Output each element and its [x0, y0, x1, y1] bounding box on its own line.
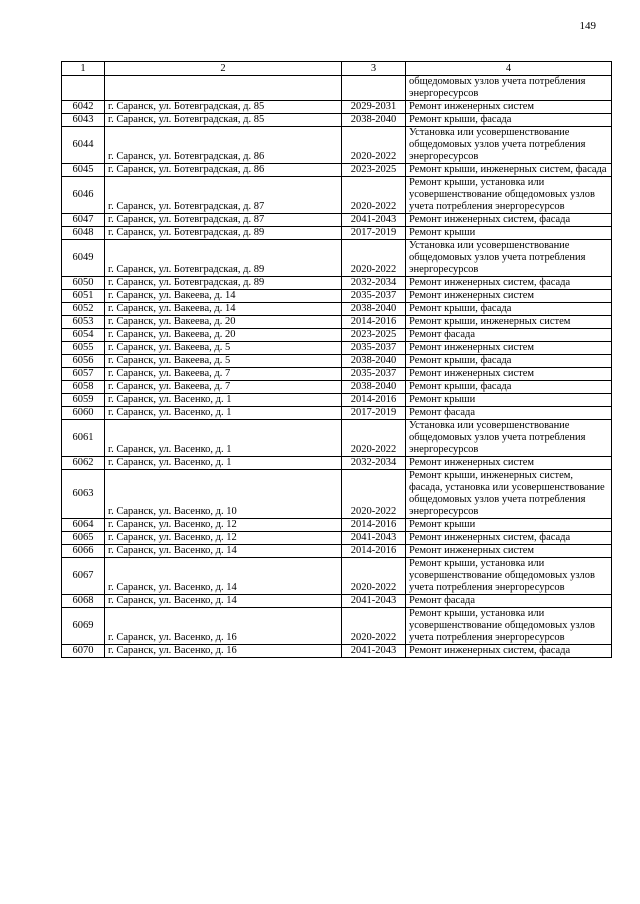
address-cell: г. Саранск, ул. Ботевградская, д. 85 — [105, 101, 342, 114]
table-row — [62, 394, 612, 407]
work-cell: Установка или усовершенствование общедомовых узлов учета потребления энергоресурсов — [406, 127, 612, 164]
work-cell: Ремонт инженерных систем — [406, 342, 612, 355]
number-cell: 6048 — [62, 227, 105, 240]
work-cell: Ремонт крыши — [406, 394, 612, 407]
work-cell: Ремонт фасада — [406, 407, 612, 420]
table-row — [62, 381, 612, 394]
table-row — [62, 457, 612, 470]
work-cell: общедомовых узлов учета потребления энергоресурсов — [406, 76, 612, 101]
table-row — [62, 545, 612, 558]
period-cell: 2023-2025 — [342, 329, 406, 342]
work-cell: Ремонт инженерных систем, фасада — [406, 277, 612, 290]
work-cell: Ремонт инженерных систем, фасада — [406, 214, 612, 227]
address-cell: г. Саранск, ул. Вакеева, д. 7 — [105, 368, 342, 381]
table-row — [62, 608, 612, 645]
number-cell: 6067 — [62, 558, 105, 595]
table-row — [62, 127, 612, 164]
number-cell: 6047 — [62, 214, 105, 227]
address-cell: г. Саранск, ул. Ботевградская, д. 86 — [105, 127, 342, 164]
work-cell: Ремонт крыши, инженерных систем, фасада — [406, 164, 612, 177]
page-number: 149 — [579, 20, 596, 32]
number-cell: 6062 — [62, 457, 105, 470]
table-row — [62, 558, 612, 595]
number-cell: 6070 — [62, 645, 105, 658]
address-cell: г. Саранск, ул. Васенко, д. 16 — [105, 608, 342, 645]
period-cell: 2038-2040 — [342, 381, 406, 394]
number-cell: 6053 — [62, 316, 105, 329]
work-cell: Ремонт крыши, инженерных систем — [406, 316, 612, 329]
column-header: 1 — [62, 62, 105, 76]
document-table — [61, 61, 612, 658]
number-cell: 6044 — [62, 127, 105, 164]
work-cell: Ремонт крыши, установка или усовершенствование общедомовых узлов учета потребления энергоресурсов — [406, 608, 612, 645]
period-cell: 2017-2019 — [342, 227, 406, 240]
table-row — [62, 645, 612, 658]
address-cell: г. Саранск, ул. Ботевградская, д. 86 — [105, 164, 342, 177]
number-cell: 6057 — [62, 368, 105, 381]
table-row — [62, 368, 612, 381]
work-cell: Установка или усовершенствование общедомовых узлов учета потребления энергоресурсов — [406, 420, 612, 457]
number-cell: 6054 — [62, 329, 105, 342]
address-cell: г. Саранск, ул. Вакеева, д. 7 — [105, 381, 342, 394]
number-cell: 6066 — [62, 545, 105, 558]
number-cell: 6065 — [62, 532, 105, 545]
number-cell: 6042 — [62, 101, 105, 114]
table-row — [62, 101, 612, 114]
period-cell: 2035-2037 — [342, 342, 406, 355]
number-cell: 6045 — [62, 164, 105, 177]
number-cell: 6051 — [62, 290, 105, 303]
number-cell: 6060 — [62, 407, 105, 420]
table-row — [62, 214, 612, 227]
table-row — [62, 519, 612, 532]
address-cell: г. Саранск, ул. Ботевградская, д. 87 — [105, 214, 342, 227]
period-cell: 2038-2040 — [342, 355, 406, 368]
address-cell: г. Саранск, ул. Васенко, д. 14 — [105, 558, 342, 595]
column-header: 2 — [105, 62, 342, 76]
table-header-row — [62, 62, 612, 76]
work-cell: Ремонт инженерных систем — [406, 290, 612, 303]
number-cell: 6058 — [62, 381, 105, 394]
number-cell: 6069 — [62, 608, 105, 645]
address-cell: г. Саранск, ул. Вакеева, д. 14 — [105, 303, 342, 316]
period-cell: 2020-2022 — [342, 240, 406, 277]
period-cell — [342, 76, 406, 101]
address-cell: г. Саранск, ул. Вакеева, д. 20 — [105, 329, 342, 342]
continuation-row — [62, 76, 612, 101]
work-cell: Ремонт инженерных систем — [406, 545, 612, 558]
address-cell: г. Саранск, ул. Ботевградская, д. 85 — [105, 114, 342, 127]
table-row — [62, 177, 612, 214]
address-cell: г. Саранск, ул. Ботевградская, д. 89 — [105, 240, 342, 277]
table-row — [62, 329, 612, 342]
period-cell: 2032-2034 — [342, 277, 406, 290]
period-cell: 2020-2022 — [342, 558, 406, 595]
period-cell: 2041-2043 — [342, 214, 406, 227]
work-cell: Ремонт крыши, фасада — [406, 303, 612, 316]
work-cell: Ремонт крыши, фасада — [406, 114, 612, 127]
table-row — [62, 303, 612, 316]
number-cell: 6059 — [62, 394, 105, 407]
number-cell — [62, 76, 105, 101]
period-cell: 2014-2016 — [342, 545, 406, 558]
address-cell: г. Саранск, ул. Ботевградская, д. 87 — [105, 177, 342, 214]
work-cell: Ремонт инженерных систем — [406, 457, 612, 470]
work-cell: Ремонт инженерных систем, фасада — [406, 532, 612, 545]
period-cell: 2032-2034 — [342, 457, 406, 470]
period-cell: 2041-2043 — [342, 532, 406, 545]
work-cell: Ремонт крыши, установка или усовершенствование общедомовых узлов учета потребления энергоресурсов — [406, 558, 612, 595]
table-row — [62, 420, 612, 457]
work-cell: Ремонт крыши — [406, 227, 612, 240]
address-cell: г. Саранск, ул. Васенко, д. 12 — [105, 532, 342, 545]
period-cell: 2035-2037 — [342, 290, 406, 303]
number-cell: 6050 — [62, 277, 105, 290]
work-cell: Ремонт крыши, установка или усовершенствование общедомовых узлов учета потребления энергоресурсов — [406, 177, 612, 214]
period-cell: 2020-2022 — [342, 177, 406, 214]
address-cell: г. Саранск, ул. Васенко, д. 12 — [105, 519, 342, 532]
work-cell: Ремонт крыши, фасада — [406, 381, 612, 394]
address-cell: г. Саранск, ул. Васенко, д. 14 — [105, 545, 342, 558]
address-cell: г. Саранск, ул. Васенко, д. 1 — [105, 407, 342, 420]
period-cell: 2014-2016 — [342, 519, 406, 532]
table-row — [62, 240, 612, 277]
period-cell: 2020-2022 — [342, 420, 406, 457]
work-cell: Ремонт фасада — [406, 329, 612, 342]
work-cell: Ремонт инженерных систем — [406, 101, 612, 114]
address-cell: г. Саранск, ул. Васенко, д. 16 — [105, 645, 342, 658]
address-cell — [105, 76, 342, 101]
table-row — [62, 595, 612, 608]
address-cell: г. Саранск, ул. Васенко, д. 1 — [105, 394, 342, 407]
table-row — [62, 316, 612, 329]
table-row — [62, 290, 612, 303]
work-cell: Ремонт крыши, инженерных систем, фасада, установка или усовершенствование общедомовых узлов учета потребления энергоресурсов — [406, 470, 612, 519]
work-cell: Ремонт крыши — [406, 519, 612, 532]
number-cell: 6068 — [62, 595, 105, 608]
period-cell: 2020-2022 — [342, 608, 406, 645]
column-header: 3 — [342, 62, 406, 76]
period-cell: 2038-2040 — [342, 114, 406, 127]
number-cell: 6052 — [62, 303, 105, 316]
table-row — [62, 407, 612, 420]
table-row — [62, 114, 612, 127]
address-cell: г. Саранск, ул. Васенко, д. 1 — [105, 420, 342, 457]
period-cell: 2023-2025 — [342, 164, 406, 177]
work-cell: Ремонт инженерных систем — [406, 368, 612, 381]
period-cell: 2014-2016 — [342, 394, 406, 407]
table-body — [62, 62, 612, 658]
address-cell: г. Саранск, ул. Вакеева, д. 14 — [105, 290, 342, 303]
number-cell: 6064 — [62, 519, 105, 532]
period-cell: 2014-2016 — [342, 316, 406, 329]
table-row — [62, 470, 612, 519]
work-cell: Ремонт крыши, фасада — [406, 355, 612, 368]
table-row — [62, 355, 612, 368]
address-cell: г. Саранск, ул. Васенко, д. 1 — [105, 457, 342, 470]
period-cell: 2041-2043 — [342, 645, 406, 658]
number-cell: 6043 — [62, 114, 105, 127]
address-cell: г. Саранск, ул. Васенко, д. 14 — [105, 595, 342, 608]
period-cell: 2041-2043 — [342, 595, 406, 608]
period-cell: 2035-2037 — [342, 368, 406, 381]
number-cell: 6055 — [62, 342, 105, 355]
period-cell: 2020-2022 — [342, 470, 406, 519]
number-cell: 6063 — [62, 470, 105, 519]
table-row — [62, 227, 612, 240]
column-header: 4 — [406, 62, 612, 76]
address-cell: г. Саранск, ул. Вакеева, д. 20 — [105, 316, 342, 329]
number-cell: 6056 — [62, 355, 105, 368]
work-cell: Установка или усовершенствование общедомовых узлов учета потребления энергоресурсов — [406, 240, 612, 277]
address-cell: г. Саранск, ул. Вакеева, д. 5 — [105, 342, 342, 355]
number-cell: 6061 — [62, 420, 105, 457]
number-cell: 6046 — [62, 177, 105, 214]
table-row — [62, 164, 612, 177]
address-cell: г. Саранск, ул. Васенко, д. 10 — [105, 470, 342, 519]
work-cell: Ремонт фасада — [406, 595, 612, 608]
address-cell: г. Саранск, ул. Ботевградская, д. 89 — [105, 277, 342, 290]
table-row — [62, 532, 612, 545]
table-row — [62, 342, 612, 355]
work-cell: Ремонт инженерных систем, фасада — [406, 645, 612, 658]
period-cell: 2029-2031 — [342, 101, 406, 114]
address-cell: г. Саранск, ул. Ботевградская, д. 89 — [105, 227, 342, 240]
period-cell: 2038-2040 — [342, 303, 406, 316]
period-cell: 2017-2019 — [342, 407, 406, 420]
number-cell: 6049 — [62, 240, 105, 277]
address-cell: г. Саранск, ул. Вакеева, д. 5 — [105, 355, 342, 368]
table-row — [62, 277, 612, 290]
period-cell: 2020-2022 — [342, 127, 406, 164]
